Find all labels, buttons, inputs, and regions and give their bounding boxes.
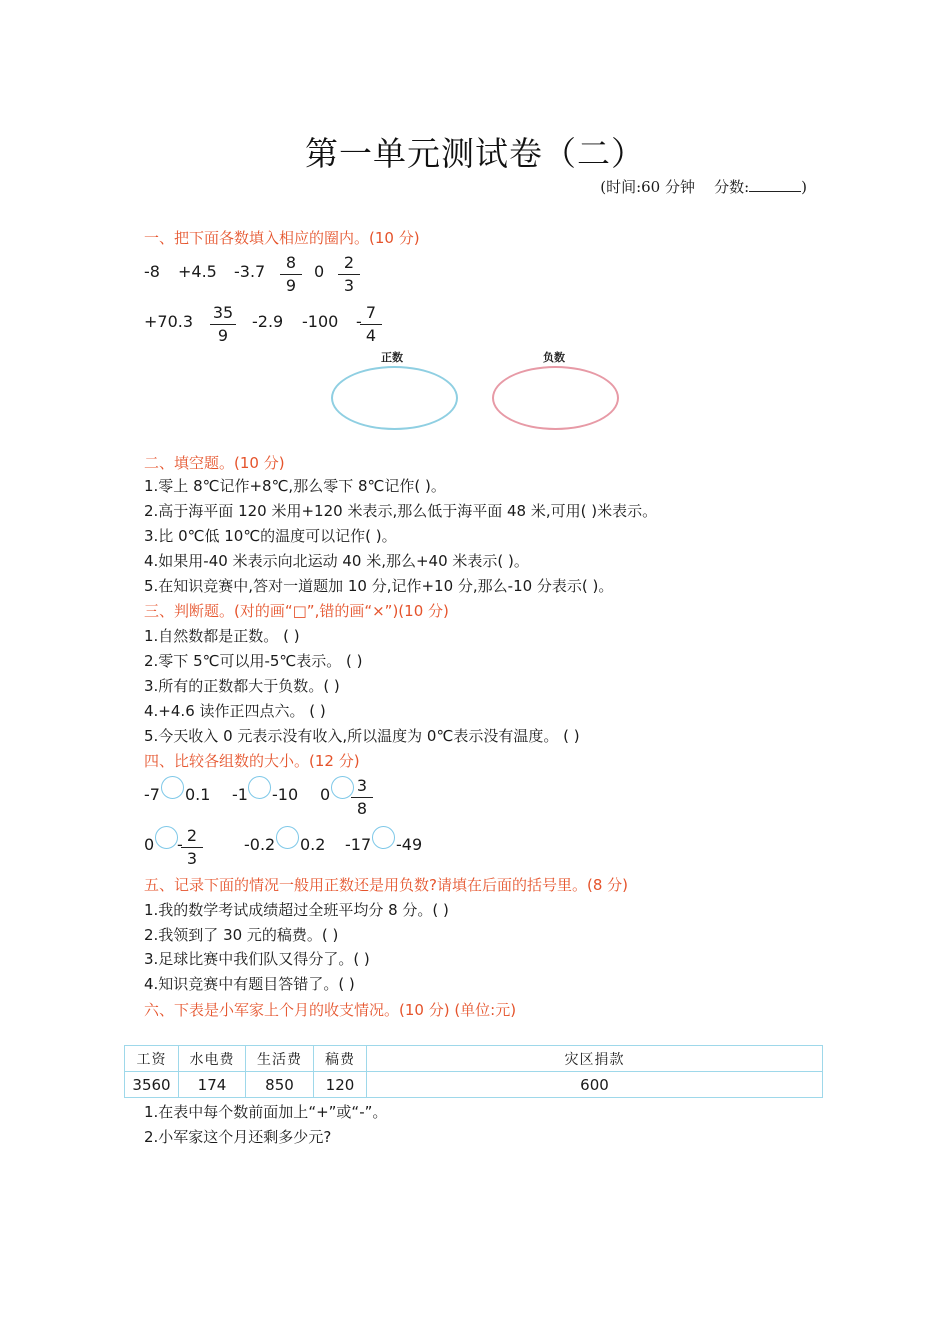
page-title: 第一单元测试卷（二） xyxy=(305,134,645,173)
fraction-denominator: 8 xyxy=(356,799,368,818)
section6-heading: 六、下表是小军家上个月的收支情况。(10 分) (单位:元) xyxy=(144,1001,517,1019)
table-cell[interactable]: 600 xyxy=(367,1072,823,1098)
sign-question: 4.知识竞赛中有题目答错了。( ) xyxy=(144,975,355,993)
fraction-numerator: 7 xyxy=(360,303,382,325)
compare-number: 0.2 xyxy=(300,835,326,854)
true-false-question: 2.零下 5℃可以用-5℃表示。 ( ) xyxy=(144,652,363,670)
fraction-item xyxy=(360,303,382,346)
true-false-question: 5.今天收入 0 元表示没有收入,所以温度为 0℃表示没有温度。 ( ) xyxy=(144,727,580,745)
sign-question: 1.我的数学考试成绩超过全班平均分 8 分。( ) xyxy=(144,901,449,919)
number-item: -2.9 xyxy=(252,312,284,331)
number-item: -3.7 xyxy=(234,262,266,281)
fraction-numerator: 3 xyxy=(351,776,373,798)
compare-circle[interactable] xyxy=(276,826,299,849)
fill-in-question: 3.比 0℃低 10℃的温度可以记作( )。 xyxy=(144,527,397,545)
table-question: 2.小军家这个月还剩多少元? xyxy=(144,1128,332,1146)
compare-number: 0 xyxy=(144,835,155,854)
number-item: - xyxy=(356,312,362,331)
number-item: -8 xyxy=(144,262,160,281)
fraction-denominator: 3 xyxy=(343,276,355,295)
fraction-denominator: 3 xyxy=(186,849,198,868)
fraction-item xyxy=(280,253,302,296)
compare-number: -10 xyxy=(272,785,299,804)
true-false-question: 3.所有的正数都大于负数。( ) xyxy=(144,677,340,695)
compare-number: -49 xyxy=(396,835,423,854)
section1-heading: 一、把下面各数填入相应的圈内。(10 分) xyxy=(144,229,420,247)
compare-circle[interactable] xyxy=(155,826,178,849)
table-header-cell: 水电费 xyxy=(179,1046,246,1072)
fraction-numerator: 35 xyxy=(210,303,236,325)
table-header-cell: 灾区捐款 xyxy=(367,1046,823,1072)
fraction-denominator: 9 xyxy=(217,326,229,345)
compare-circle[interactable] xyxy=(161,776,184,799)
table-cell[interactable]: 3560 xyxy=(125,1072,179,1098)
section2-heading: 二、填空题。(10 分) xyxy=(144,454,285,472)
table-cell[interactable]: 850 xyxy=(246,1072,314,1098)
table-cell[interactable]: 174 xyxy=(179,1072,246,1098)
fraction-denominator: 4 xyxy=(365,326,377,345)
table-question: 1.在表中每个数前面加上“+”或“-”。 xyxy=(144,1103,388,1121)
fraction-denominator: 9 xyxy=(285,276,297,295)
time-label: (时间:60 分钟 xyxy=(600,178,695,196)
fraction-item xyxy=(338,253,360,296)
fill-in-question: 2.高于海平面 120 米用+120 米表示,那么低于海平面 48 米,可用( )米表示。 xyxy=(144,502,658,520)
table-cell[interactable]: 120 xyxy=(314,1072,367,1098)
score-blank[interactable] xyxy=(749,179,801,192)
fraction-numerator: 2 xyxy=(338,253,360,275)
section5-heading: 五、记录下面的情况一般用正数还是用负数?请填在后面的括号里。(8 分) xyxy=(144,876,628,894)
positive-oval-label: 正数 xyxy=(381,351,403,364)
income-expense-table xyxy=(124,1045,823,1098)
number-item: +4.5 xyxy=(178,262,217,281)
fraction-item xyxy=(210,303,236,346)
true-false-question: 1.自然数都是正数。 ( ) xyxy=(144,627,300,645)
section3-heading: 三、判断题。(对的画“□”,错的画“×”)(10 分) xyxy=(144,602,449,620)
table-header-row xyxy=(125,1046,823,1072)
number-item: +70.3 xyxy=(144,312,194,331)
compare-number: -7 xyxy=(144,785,160,804)
compare-number: -0.2 xyxy=(244,835,276,854)
compare-number: - xyxy=(177,835,183,854)
section4-heading: 四、比较各组数的大小。(12 分) xyxy=(144,752,360,770)
fill-in-question: 5.在知识竞赛中,答对一道题加 10 分,记作+10 分,那么-10 分表示( )。 xyxy=(144,577,614,595)
number-item: 0 xyxy=(314,262,325,281)
table-header-cell: 工资 xyxy=(125,1046,179,1072)
table-header-cell: 稿费 xyxy=(314,1046,367,1072)
compare-number: 0 xyxy=(320,785,331,804)
fraction-item xyxy=(351,776,373,819)
fill-in-question: 4.如果用-40 米表示向北运动 40 米,那么+40 米表示( )。 xyxy=(144,552,529,570)
number-item: -100 xyxy=(302,312,339,331)
true-false-question: 4.+4.6 读作正四点六。 ( ) xyxy=(144,702,326,720)
negative-oval-label: 负数 xyxy=(543,351,565,364)
compare-number: -1 xyxy=(232,785,248,804)
sign-question: 3.足球比赛中我们队又得分了。( ) xyxy=(144,950,370,968)
compare-circle[interactable] xyxy=(372,826,395,849)
fill-in-question: 1.零上 8℃记作+8℃,那么零下 8℃记作( )。 xyxy=(144,477,446,495)
compare-number: -17 xyxy=(345,835,372,854)
compare-circle[interactable] xyxy=(248,776,271,799)
table-row xyxy=(125,1072,823,1098)
sign-question: 2.我领到了 30 元的稿费。( ) xyxy=(144,926,339,944)
negative-numbers-oval[interactable] xyxy=(492,366,619,430)
fraction-item xyxy=(181,826,203,869)
time-info-suffix: ) xyxy=(801,178,807,196)
fraction-numerator: 2 xyxy=(181,826,203,848)
positive-numbers-oval[interactable] xyxy=(331,366,458,430)
table-header-cell: 生活费 xyxy=(246,1046,314,1072)
time-score-info xyxy=(600,176,807,197)
fraction-numerator: 8 xyxy=(280,253,302,275)
score-label: 分数: xyxy=(714,178,750,196)
compare-number: 0.1 xyxy=(185,785,211,804)
